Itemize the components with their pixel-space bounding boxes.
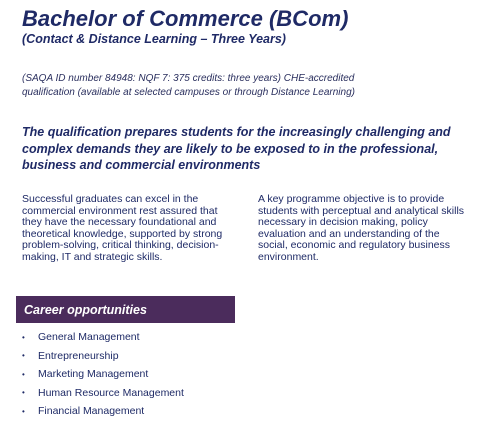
career-opportunities-heading-bar bbox=[16, 296, 235, 323]
career-list-item bbox=[22, 402, 184, 421]
programme-objective-paragraph: A key programme objective is to provide students with perceptual and analytical skills necessary in decision making, policy evaluation and an understanding of the social, economic and regulatory business environment. bbox=[258, 193, 465, 263]
career-list-item bbox=[22, 365, 184, 384]
career-label: General Management bbox=[38, 331, 140, 344]
bullet-icon: • bbox=[22, 332, 25, 342]
bullet-icon: • bbox=[22, 351, 25, 361]
career-label: Financial Management bbox=[38, 405, 145, 418]
career-label: Entrepreneurship bbox=[38, 349, 119, 362]
career-label: Human Resource Management bbox=[38, 386, 184, 399]
bullet-icon: • bbox=[22, 388, 25, 398]
page-subtitle: (Contact & Distance Learning – Three Years) bbox=[22, 32, 286, 46]
career-list bbox=[22, 328, 184, 421]
career-label: Marketing Management bbox=[38, 368, 149, 381]
saqa-accreditation-note: (SAQA ID number 84948: NQF 7: 375 credits: three years) CHE-accredited qualification (available at selected campuses or through Distance Learning) bbox=[22, 73, 355, 98]
graduates-paragraph: Successful graduates can excel in the commercial environment rest assured that they have the necessary foundational and theoretical knowledge, supported by strong problem-solving, critical thinking, decision-making, IT and strategic skills. bbox=[22, 193, 223, 263]
career-list-item bbox=[22, 347, 184, 366]
career-opportunities-heading: Career opportunities bbox=[24, 302, 147, 317]
career-list-item bbox=[22, 384, 184, 403]
bullet-icon: • bbox=[22, 406, 25, 416]
bullet-icon: • bbox=[22, 369, 25, 379]
career-list-item bbox=[22, 328, 184, 347]
lead-statement: The qualification prepares students for the increasingly challenging and complex demands they are likely to be exposed to in the professional, business and commercial environments bbox=[22, 125, 451, 172]
page-title: Bachelor of Commerce (BCom) bbox=[22, 6, 349, 31]
